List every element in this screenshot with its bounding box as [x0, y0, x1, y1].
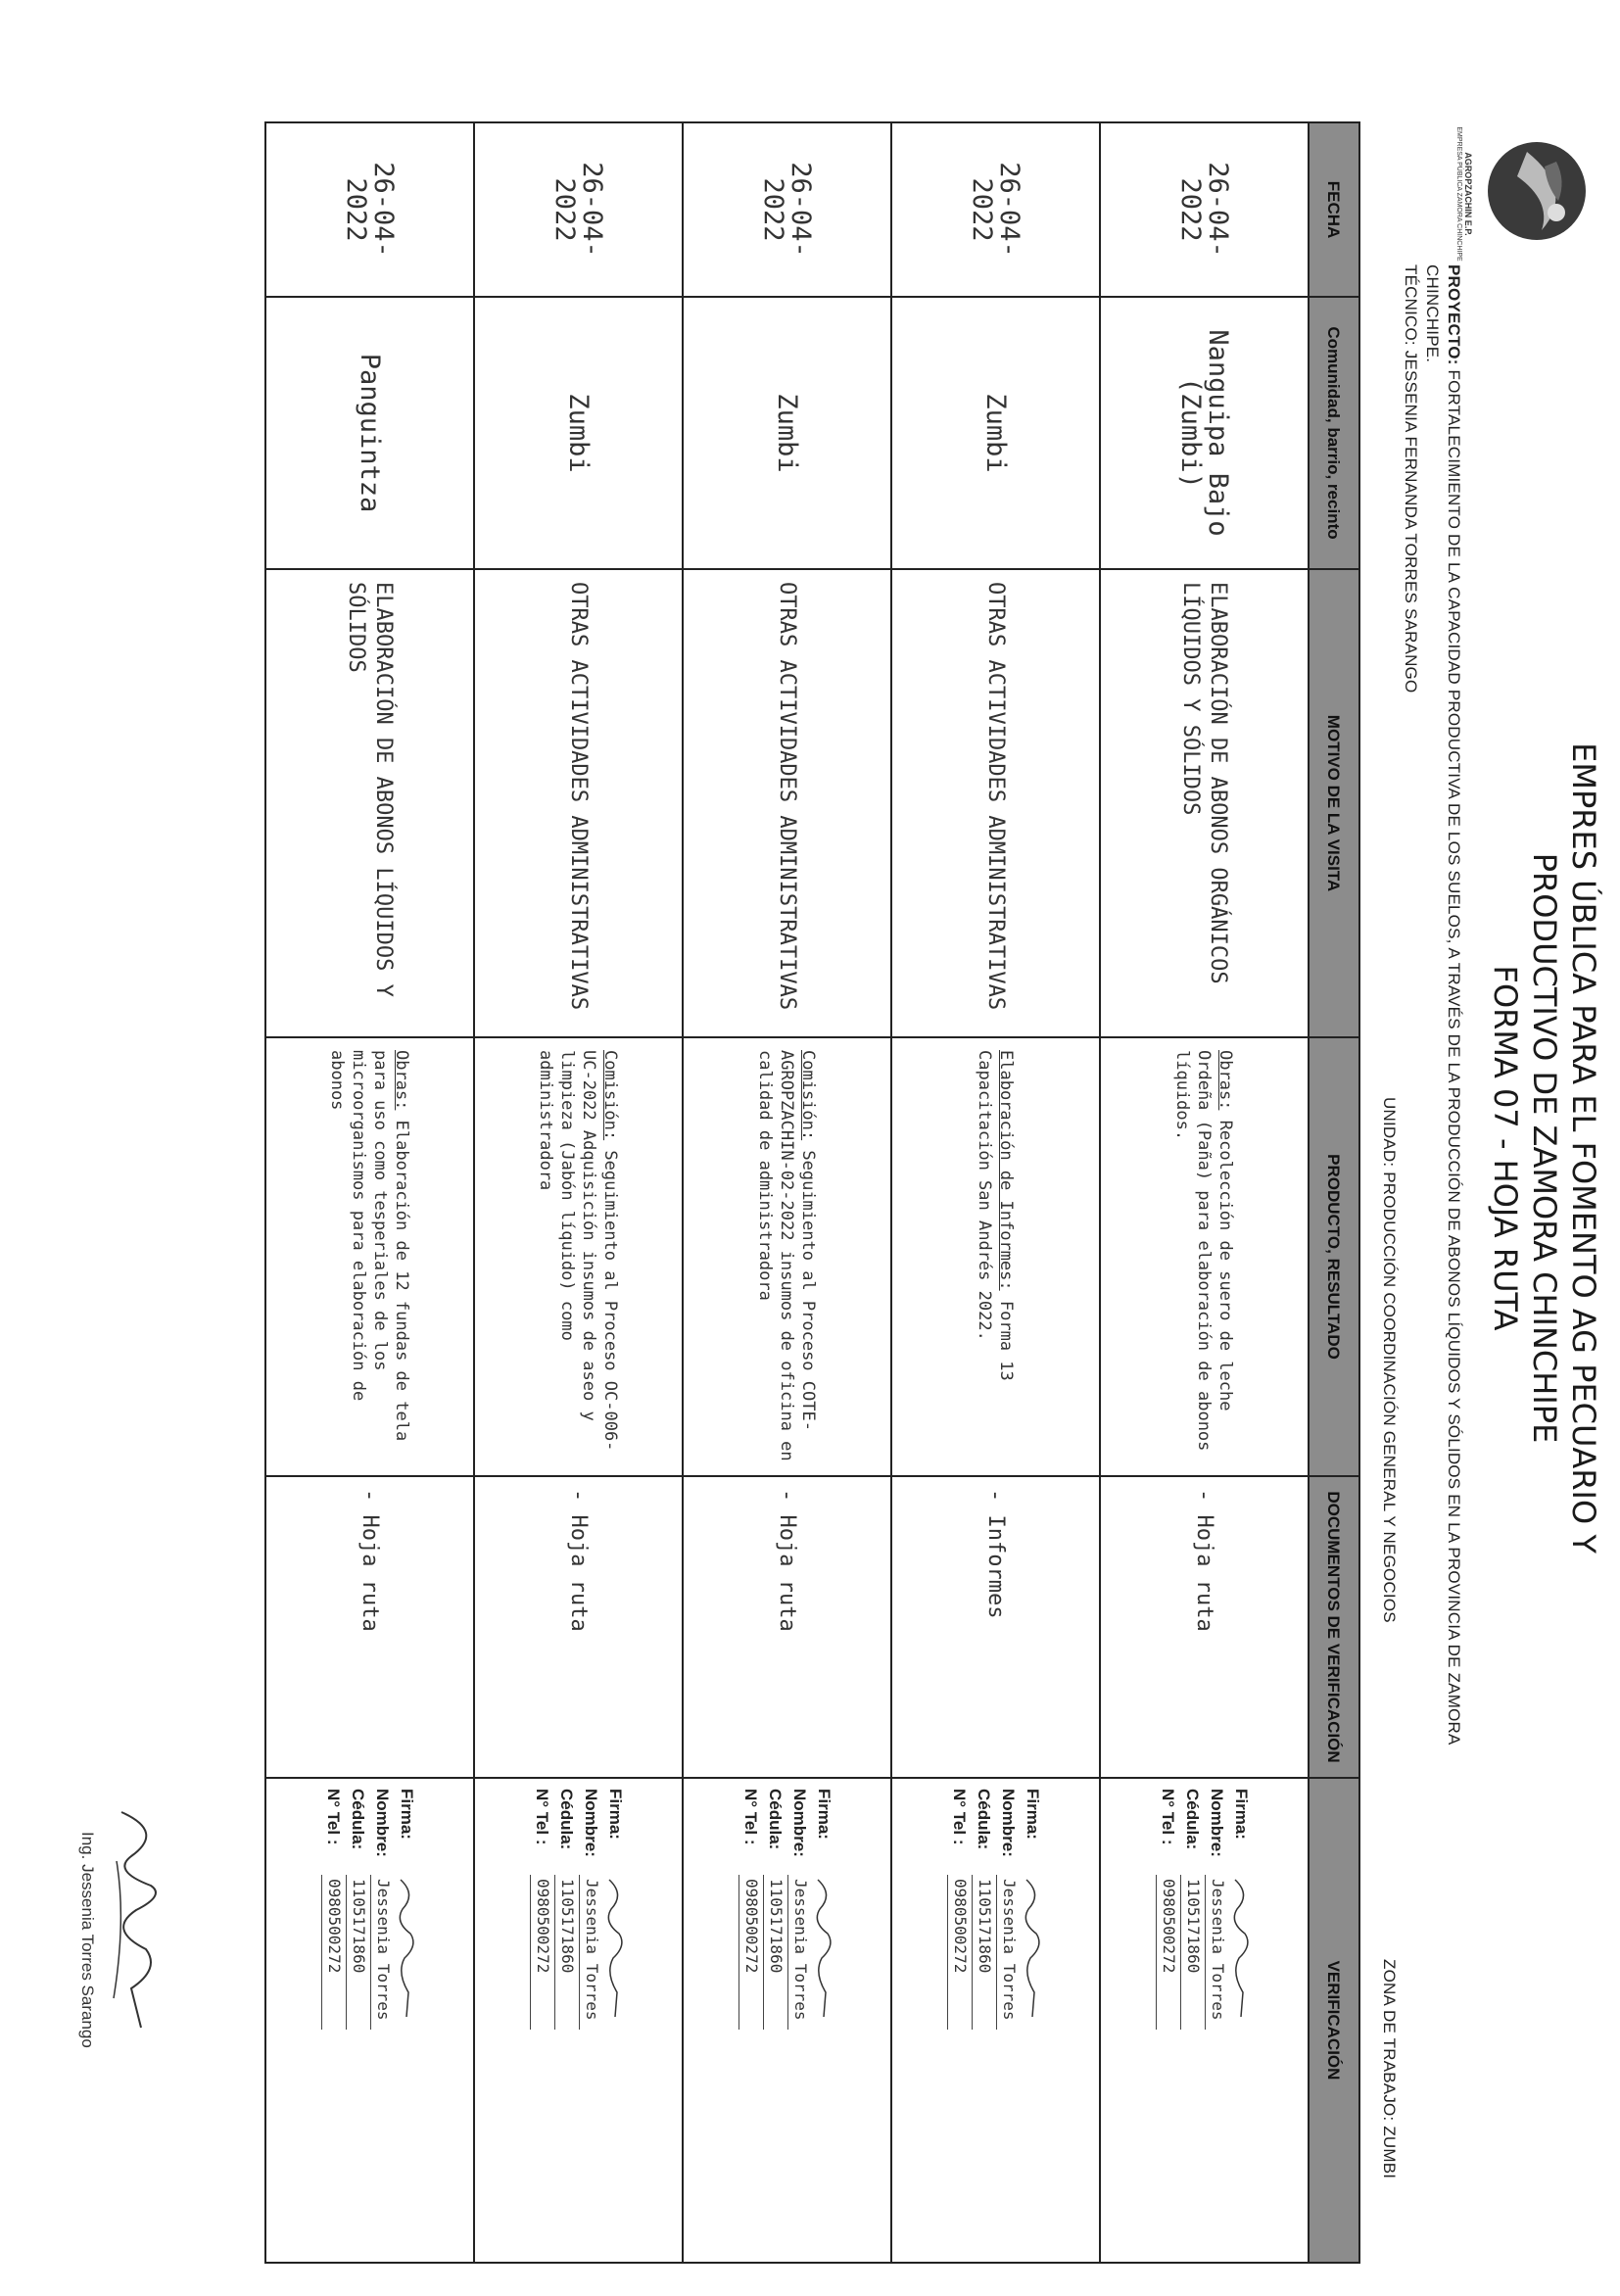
header-documentos: DOCUMENTOS DE VERIFICACIÓN: [1309, 1476, 1359, 1778]
nombre-value: Jessenia Torres: [787, 1875, 812, 2030]
verif-tel-row: [947, 1789, 972, 2252]
cedula-value: 1105171860: [763, 1875, 787, 2030]
table-row: [265, 122, 474, 2263]
producto-text: Recolección de suero de leche Ordeña (Paña) para elaboración de abonos líquidos.: [1172, 1050, 1236, 1452]
zona-value: ZUMBI: [1380, 2126, 1399, 2179]
firma-label: Firma:: [398, 1789, 416, 1840]
signature-mark: [1229, 1875, 1253, 2022]
nombre-value: Jessenia Torres: [579, 1875, 603, 2030]
verif-tel-row: [530, 1789, 554, 2252]
table-body: [265, 122, 1309, 2263]
verif-firma-row: [603, 1789, 627, 2252]
verif-cedula-row: [1180, 1789, 1205, 2252]
cell-verificacion: [1100, 1778, 1309, 2263]
table-header-row: [1309, 122, 1359, 2263]
cell-fecha: 26-04-2022: [474, 122, 683, 297]
verif-cedula-row: [972, 1789, 996, 2252]
cell-verificacion: [474, 1778, 683, 2263]
verif-nombre-row: [579, 1789, 603, 2252]
cedula-value: 1105171860: [1180, 1875, 1205, 2030]
cedula-label: Cédula:: [766, 1789, 786, 1850]
cell-comunidad: Zumbi: [474, 297, 683, 569]
proyecto-line: [1444, 264, 1463, 1746]
proyecto-cont: CHINCHIPE.: [1423, 264, 1442, 363]
tel-label: N° Tel :: [324, 1789, 344, 1845]
cell-documento: - Hoja ruta: [474, 1476, 683, 1778]
signature-mark: [812, 1875, 835, 2022]
cedula-label: Cédula:: [349, 1789, 368, 1850]
producto-text: Seguimiento al Proceso COTE-AGROPZACHIN-02-2022 insumos de oficina en calidad de administradora: [755, 1050, 819, 1461]
tel-value: 0980500272: [739, 1875, 763, 2030]
unidad-value: PRODUCCIÓN COORDINACIÓN GENERAL Y NEGOCIOS: [1380, 1172, 1399, 1623]
nombre-label: Nombre:: [999, 1789, 1019, 1857]
firma-label: Firma:: [815, 1789, 834, 1840]
nombre-value: Jessenia Torres: [996, 1875, 1021, 2030]
header-producto: PRODUCTO, RESULTADO: [1309, 1037, 1359, 1476]
producto-label: Comisión:: [798, 1050, 819, 1141]
firma-label: Firma:: [1024, 1789, 1042, 1840]
nombre-label: Nombre:: [1208, 1789, 1227, 1857]
producto-label: Elaboración de Informes:: [996, 1050, 1017, 1291]
cell-documento: - Hoja ruta: [1100, 1476, 1309, 1778]
tel-value: 0980500272: [947, 1875, 972, 2030]
producto-text: Forma 13 Capacitación San Andrés 2022.: [975, 1050, 1017, 1381]
proyecto-label: PROYECTO:: [1445, 264, 1463, 365]
header-fecha: FECHA: [1309, 122, 1359, 297]
cell-motivo: ELABORACIÓN DE ABONOS LÍQUIDOS Y SÓLIDOS: [265, 569, 474, 1037]
firma-label: Firma:: [606, 1789, 625, 1840]
cell-comunidad: Zumbi: [891, 297, 1100, 569]
footer-signer-name: Ing. Jessenia Torres Sarango: [78, 1832, 97, 2048]
tel-value: 0980500272: [321, 1875, 346, 2030]
title-line-2: PRODUCTIVO DE ZAMORA CHINCHIPE: [1526, 852, 1563, 1444]
cell-motivo: ELABORACIÓN DE ABONOS ORGÁNICOS LÍQUIDOS Y SÓLIDOS: [1100, 569, 1309, 1037]
cedula-label: Cédula:: [975, 1789, 994, 1850]
header-verificacion: VERIFICACIÓN: [1309, 1778, 1359, 2263]
zona-line: [1379, 1959, 1399, 2178]
cedula-label: Cédula:: [1183, 1789, 1203, 1850]
producto-label: Obras:: [1215, 1050, 1236, 1111]
tel-value: 0980500272: [530, 1875, 554, 2030]
tecnico-value: JESSENIA FERNANDA TORRES SARANGO: [1402, 350, 1420, 694]
cell-comunidad: Nanguipa Bajo (Zumbi): [1100, 297, 1309, 569]
tel-label: N° Tel :: [1159, 1789, 1178, 1845]
nombre-value: Jessenia Torres: [370, 1875, 395, 2030]
producto-label: Comisión:: [600, 1050, 621, 1141]
cell-motivo: OTRAS ACTIVIDADES ADMINISTRATIVAS: [474, 569, 683, 1037]
cell-fecha: 26-04-2022: [683, 122, 891, 297]
cell-verificacion: [265, 1778, 474, 2263]
cell-producto: [265, 1037, 474, 1476]
verif-tel-row: [739, 1789, 763, 2252]
cedula-value: 1105171860: [554, 1875, 579, 2030]
producto-text: Seguimiento al Proceso OC-006-UC-2022 Adquisición insumos de aseo y limpieza (Jabón líquido) como administradora: [536, 1050, 621, 1452]
producto-text: Elaboración de 12 fundas de tela para uso como tesperiales de los microorganismos para elaboración de abonos: [327, 1050, 412, 1442]
verif-cedula-row: [763, 1789, 787, 2252]
table-row: [1100, 122, 1309, 2263]
cell-fecha: 26-04-2022: [1100, 122, 1309, 297]
verif-cedula-row: [346, 1789, 370, 2252]
firma-label: Firma:: [1232, 1789, 1251, 1840]
tel-label: N° Tel :: [533, 1789, 552, 1845]
verif-firma-row: [1229, 1789, 1253, 2252]
cedula-value: 1105171860: [346, 1875, 370, 2030]
tel-label: N° Tel :: [741, 1789, 761, 1845]
nombre-label: Nombre:: [582, 1789, 601, 1857]
cell-producto: [683, 1037, 891, 1476]
verif-nombre-row: [787, 1789, 812, 2252]
cedula-label: Cédula:: [557, 1789, 577, 1850]
nombre-label: Nombre:: [373, 1789, 393, 1857]
signature-mark: [1021, 1875, 1044, 2022]
tecnico-line: [1401, 264, 1420, 693]
title-line-3: FORMA 07 - HOJA RUTA: [1487, 965, 1524, 1331]
logo-name: AGROPZACHIN E.P.: [1463, 152, 1473, 236]
header-motivo: MOTIVO DE LA VISITA: [1309, 569, 1359, 1037]
tecnico-label: TÉCNICO:: [1402, 264, 1420, 346]
proyecto-value: FORTALECIMIENTO DE LA CAPACIDAD PRODUCTIVA DE LOS SUELOS, A TRAVÉS DE LA PRODUCCIÓN DE ABONOS LÍQUIDOS Y SÓLIDOS EN LA PROVINCIA DE ZAMORA: [1445, 369, 1463, 1746]
zona-label: ZONA DE TRABAJO:: [1380, 1959, 1399, 2122]
unidad-label: UNIDAD:: [1380, 1097, 1399, 1168]
cell-motivo: OTRAS ACTIVIDADES ADMINISTRATIVAS: [683, 569, 891, 1037]
table-row: [474, 122, 683, 2263]
header-comunidad: Comunidad, barrio, recinto: [1309, 297, 1359, 569]
title-line-1: EMPRES ÚBLICA PARA EL FOMENTO AG PECUARIO Y: [1565, 742, 1602, 1554]
cell-documento: - Hoja ruta: [683, 1476, 891, 1778]
verif-firma-row: [1021, 1789, 1044, 2252]
cell-documento: - Hoja ruta: [265, 1476, 474, 1778]
cell-verificacion: [891, 1778, 1100, 2263]
signature-mark: [395, 1875, 418, 2022]
cell-fecha: 26-04-2022: [891, 122, 1100, 297]
logo-text: [1453, 125, 1473, 263]
footer-signature: [102, 1802, 170, 2037]
verif-cedula-row: [554, 1789, 579, 2252]
verif-tel-row: [321, 1789, 346, 2252]
producto-label: Obras:: [392, 1050, 412, 1111]
cell-comunidad: Zumbi: [683, 297, 891, 569]
unidad-line: [1379, 1097, 1399, 1623]
cell-verificacion: [683, 1778, 891, 2263]
table-row: [683, 122, 891, 2263]
cell-producto: [891, 1037, 1100, 1476]
tel-value: 0980500272: [1156, 1875, 1180, 2030]
verif-tel-row: [1156, 1789, 1180, 2252]
hoja-ruta-table: [264, 121, 1360, 2264]
verif-firma-row: [812, 1789, 835, 2252]
verif-firma-row: [395, 1789, 418, 2252]
nombre-label: Nombre:: [790, 1789, 810, 1857]
cell-documento: - Informes: [891, 1476, 1100, 1778]
cell-producto: [474, 1037, 683, 1476]
nombre-value: Jessenia Torres: [1205, 1875, 1229, 2030]
signature-mark: [603, 1875, 627, 2022]
verif-nombre-row: [996, 1789, 1021, 2252]
cell-producto: [1100, 1037, 1309, 1476]
cell-motivo: OTRAS ACTIVIDADES ADMINISTRATIVAS: [891, 569, 1100, 1037]
cell-fecha: 26-04-2022: [265, 122, 474, 297]
table-row: [891, 122, 1100, 2263]
tel-label: N° Tel :: [950, 1789, 970, 1845]
cedula-value: 1105171860: [972, 1875, 996, 2030]
verif-nombre-row: [1205, 1789, 1229, 2252]
cell-comunidad: Panguintza: [265, 297, 474, 569]
logo-subname: EMPRESA PÚBLICA ZAMORA CHINCHIPE: [1455, 126, 1462, 262]
verif-nombre-row: [370, 1789, 395, 2252]
